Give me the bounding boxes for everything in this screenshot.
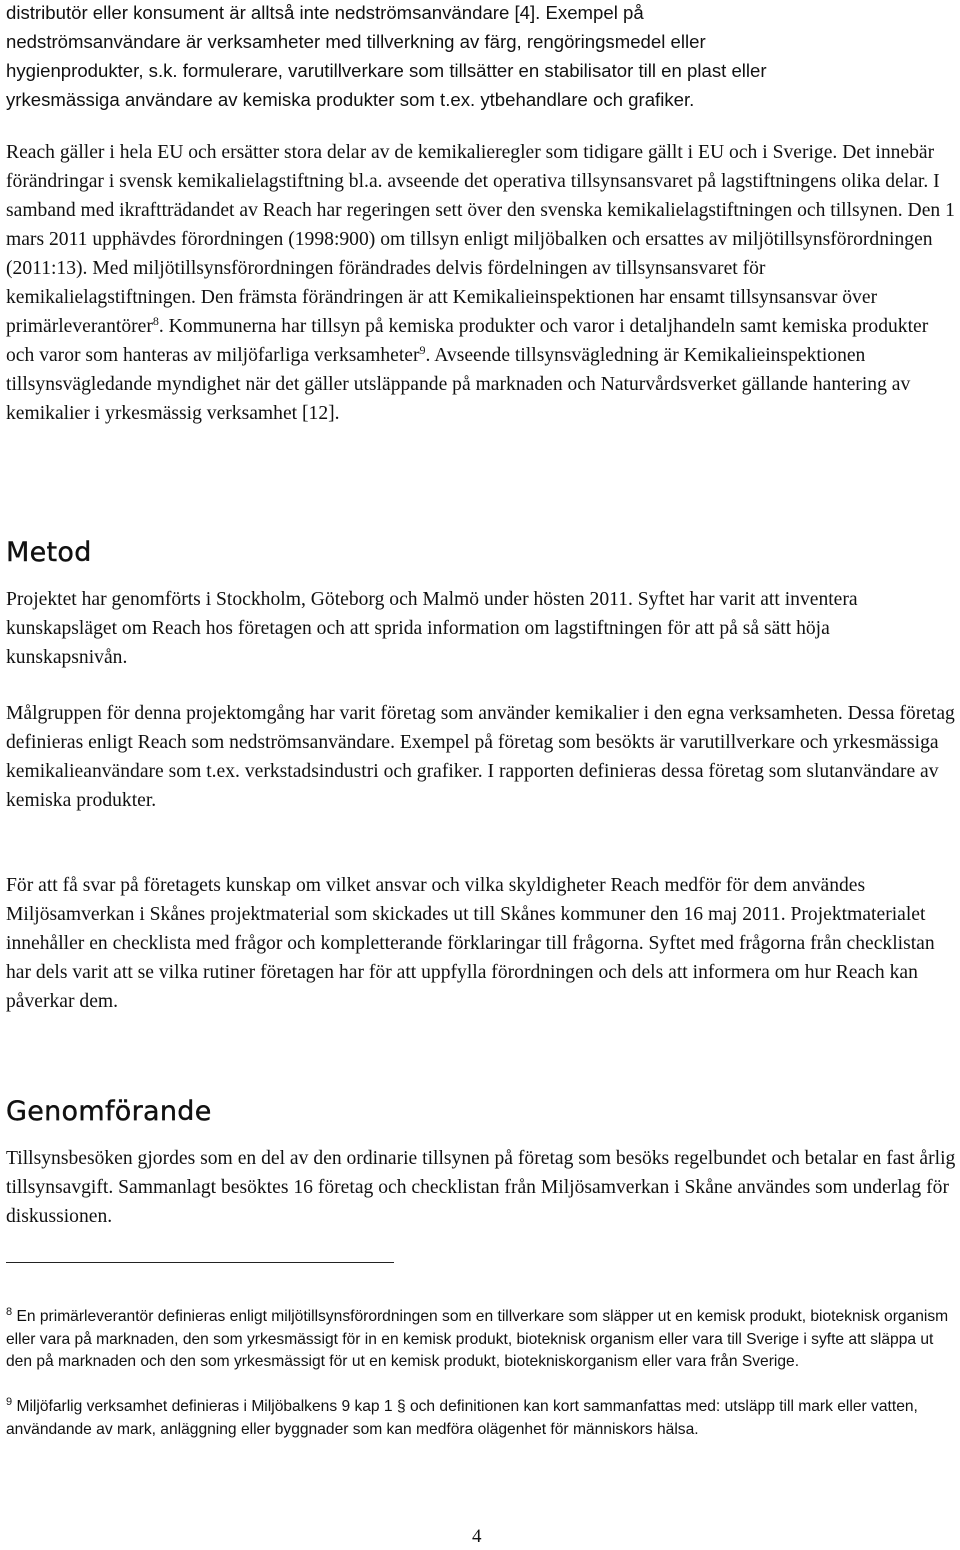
section-heading-metod: Metod [6, 537, 92, 568]
metod-paragraph-1: Projektet har genomförts i Stockholm, Göteborg och Malmö under hösten 2011. Syftet har varit att inventera kunskapsläget om Reach hos företagen och att sprida information om lagstiftningen för att på så sätt höja kunskapsnivån. [6, 589, 858, 668]
intro-paragraph [6, 0, 956, 114]
footnote-9 [6, 1396, 956, 1441]
intro-line: yrkesmässiga användare av kemiska produkter som t.ex. ytbehandlare och grafiker. [6, 89, 695, 110]
intro-line: nedströmsanvändare är verksamheter med tillverkning av färg, rengöringsmedel eller [6, 31, 706, 52]
metod-paragraph-2: Målgruppen för denna projektomgång har varit företag som använder kemikalier i den egna verksamheten. Dessa företag definieras enligt Reach som nedströmsanvändare. Exempel på företag som besökts är varutillverkare och yrkesmässiga kemikalieanvändare som t.ex. verkstadsindustri och grafiker. I rapporten definieras dessa företag som slutanvändare av kemiska produkter. [6, 703, 955, 811]
genomforande-paragraph: Tillsynsbesöken gjordes som en del av den ordinarie tillsynen på företag som besöks regelbundet och betalar en fast årlig tillsynsavgift. Sammanlagt besöktes 16 företag och checklistan från Miljösamverkan i Skåne användes som underlag för diskussionen. [6, 1148, 956, 1227]
footnote-8 [6, 1306, 956, 1374]
metod-paragraph-3: För att få svar på företagets kunskap om vilket ansvar och vilka skyldigheter Reach medför för dem användes Miljösamverkan i Skånes projektmaterial som skickades ut till Skånes kommuner den 16 maj 2011. Projektmaterialet innehåller en checklista med frågor och kompletterande förklaringar till frågorna. Syftet med frågorna från checklistan har dels varit att se vilka rutiner företagen har för att uppfylla förordningen och dels att informera om hur Reach kan påverkar dem. [6, 875, 935, 1012]
footnote-ref-8[interactable]: 8 [152, 314, 159, 328]
page-number: 4 [472, 1526, 482, 1547]
footnote-number: 9 [6, 1396, 13, 1408]
reach-text-part: . Kommunerna har tillsyn på kemiska produkter och varor i detaljhandeln samt kemiska produkter och varor som hanteras av miljöfarliga verksamheter [6, 316, 929, 366]
footnote-text: En primärleverantör definieras enligt miljötillsynsförordningen som en tillverkare som släpper ut en kemisk produkt, bioteknisk organism eller vara på marknaden, den som yrkesmässigt för in en kemisk produkt, bioteknisk organism eller vara till Sverige i syfte att släppa ut den på marknaden och den som yrkesmässigt för ut en kemisk produkt, biotekniskorganism eller vara från Sverige. [6, 1308, 949, 1370]
footnote-number: 8 [6, 1306, 13, 1318]
section-heading-genomforande: Genomförande [6, 1096, 212, 1127]
footnote-text: Miljöfarlig verksamhet definieras i Miljöbalkens 9 kap 1 [12, 1398, 397, 1415]
reach-paragraph [6, 138, 956, 428]
footnote-ref-9[interactable]: 9 [419, 343, 426, 357]
reach-text-part: Reach gäller i hela EU och ersätter stora delar av de kemikalieregler som tidigare gällt i EU och i Sverige. Det innebär förändringar i svensk kemikalielagstiftning bl.a. avseende det operativa tillsynsansvaret på lagstiftningens olika delar. I samband med ikraftträdandet av Reach har regeringen sett över den svenska kemikalielagstiftningen och tillsynen. Den 1 mars 2011 upphävdes förordningen (1998:900) om tillsyn enligt miljöbalken och ersattes av miljötillsynsförordningen (2011:13). Med miljötillsynsförordningen förändrades delvis fördelningen av tillsynsansvaret för kemikalielagstiftningen. Den främsta förändringen är att Kemikalieinspektionen har ensamt tillsynsansvar över primärleverantörer [6, 142, 955, 337]
footnote-separator [6, 1262, 394, 1263]
intro-line: distributör eller konsument är alltså inte nedströmsanvändare [4]. Exempel på [6, 2, 644, 23]
footnote-text: och definitionen kan kort sammanfattas med: utsläpp till mark eller vatten, användande av mark, anläggning eller byggnader som kan medföra olägenhet för människors hälsa. [6, 1398, 918, 1438]
reach-text-part: . Avseende tillsynsvägledning är Kemikalieinspektionen tillsynsvägledande myndighet när det gäller utsläppande på marknaden och Naturvårdsverket gällande hantering av kemikalier i yrkesmässig verksamhet [12]. [6, 345, 911, 424]
section-sign: § [396, 1398, 406, 1415]
intro-line: hygienprodukter, s.k. formulerare, varutillverkare som tillsätter en stabilisator till en plast eller [6, 60, 767, 81]
